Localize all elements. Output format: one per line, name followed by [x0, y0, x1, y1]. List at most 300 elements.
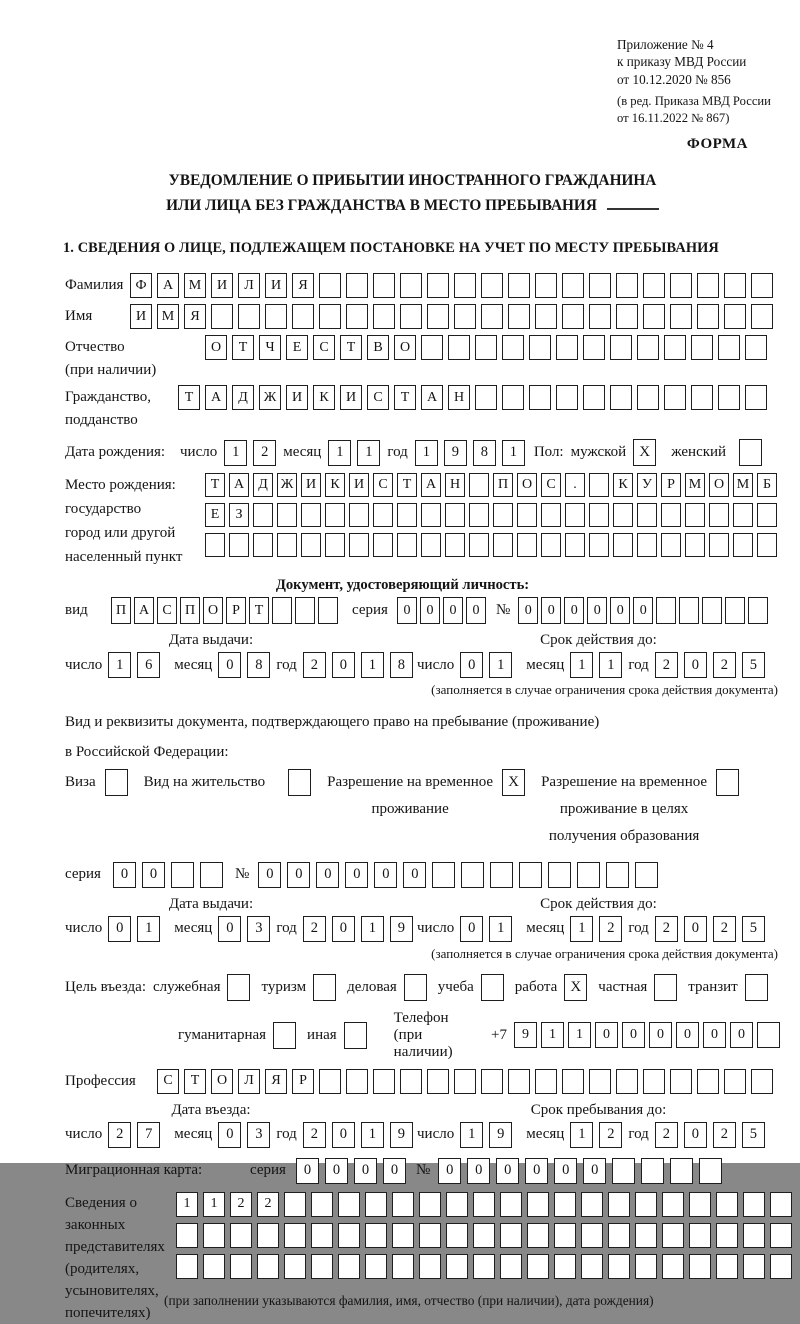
char-cell[interactable]	[529, 385, 551, 410]
char-cell[interactable]: Н	[448, 385, 470, 410]
char-cell[interactable]	[400, 1069, 422, 1094]
char-cell[interactable]: О	[205, 335, 227, 360]
char-cell[interactable]	[589, 273, 611, 298]
purpose-official-checkbox[interactable]	[227, 974, 250, 1001]
char-cell[interactable]	[670, 304, 692, 329]
char-cell[interactable]: 1	[599, 652, 622, 678]
char-cell[interactable]	[272, 597, 292, 624]
char-cell[interactable]	[338, 1192, 360, 1217]
char-cell[interactable]: Т	[232, 335, 254, 360]
char-cell[interactable]	[662, 1254, 684, 1279]
char-cell[interactable]: 1	[541, 1022, 564, 1048]
char-cell[interactable]	[445, 503, 465, 527]
char-cell[interactable]	[319, 304, 341, 329]
char-cell[interactable]	[349, 533, 369, 557]
char-cell[interactable]	[292, 304, 314, 329]
char-cell[interactable]: Р	[292, 1069, 314, 1094]
char-cell[interactable]: 2	[655, 652, 678, 678]
char-cell[interactable]	[373, 1069, 395, 1094]
char-cell[interactable]	[716, 1192, 738, 1217]
char-cell[interactable]: Я	[265, 1069, 287, 1094]
char-cell[interactable]: П	[180, 597, 200, 624]
char-cell[interactable]	[473, 1192, 495, 1217]
char-cell[interactable]	[743, 1223, 765, 1248]
char-cell[interactable]	[325, 503, 345, 527]
char-cell[interactable]	[432, 862, 455, 888]
purpose-business-checkbox[interactable]	[404, 974, 427, 1001]
char-cell[interactable]: 1	[361, 652, 384, 678]
char-cell[interactable]: 2	[713, 916, 736, 942]
char-cell[interactable]	[562, 273, 584, 298]
char-cell[interactable]: Я	[184, 304, 206, 329]
char-cell[interactable]: Д	[232, 385, 254, 410]
char-cell[interactable]: 2	[303, 1122, 326, 1148]
char-cell[interactable]	[253, 503, 273, 527]
char-cell[interactable]: 0	[287, 862, 310, 888]
char-cell[interactable]	[400, 273, 422, 298]
char-cell[interactable]	[685, 503, 705, 527]
char-cell[interactable]: К	[613, 473, 633, 497]
char-cell[interactable]	[445, 533, 465, 557]
char-cell[interactable]	[716, 1223, 738, 1248]
char-cell[interactable]	[608, 1223, 630, 1248]
char-cell[interactable]: 1	[328, 440, 351, 466]
purpose-other-checkbox[interactable]	[344, 1022, 367, 1049]
char-cell[interactable]	[454, 273, 476, 298]
char-cell[interactable]	[517, 533, 537, 557]
char-cell[interactable]	[757, 503, 777, 527]
char-cell[interactable]: С	[373, 473, 393, 497]
char-cell[interactable]: 2	[599, 1122, 622, 1148]
char-cell[interactable]	[583, 385, 605, 410]
char-cell[interactable]: 0	[374, 862, 397, 888]
char-cell[interactable]	[745, 335, 767, 360]
purpose-work-checkbox[interactable]: X	[564, 974, 587, 1001]
char-cell[interactable]	[733, 503, 753, 527]
char-cell[interactable]	[724, 304, 746, 329]
char-cell[interactable]	[400, 304, 422, 329]
char-cell[interactable]: 0	[443, 597, 463, 624]
char-cell[interactable]	[454, 1069, 476, 1094]
char-cell[interactable]: 2	[108, 1122, 131, 1148]
char-cell[interactable]	[608, 1254, 630, 1279]
char-cell[interactable]: Я	[292, 273, 314, 298]
char-cell[interactable]: К	[313, 385, 335, 410]
char-cell[interactable]	[748, 597, 768, 624]
char-cell[interactable]	[500, 1192, 522, 1217]
char-cell[interactable]	[475, 385, 497, 410]
char-cell[interactable]	[685, 533, 705, 557]
char-cell[interactable]: 6	[137, 652, 160, 678]
char-cell[interactable]: М	[157, 304, 179, 329]
char-cell[interactable]	[589, 1069, 611, 1094]
char-cell[interactable]: 0	[332, 652, 355, 678]
char-cell[interactable]	[421, 533, 441, 557]
char-cell[interactable]	[346, 304, 368, 329]
char-cell[interactable]: 9	[390, 1122, 413, 1148]
residence-permit-checkbox[interactable]	[288, 769, 311, 796]
char-cell[interactable]	[392, 1254, 414, 1279]
char-cell[interactable]	[661, 533, 681, 557]
char-cell[interactable]: С	[367, 385, 389, 410]
char-cell[interactable]	[670, 273, 692, 298]
char-cell[interactable]: В	[367, 335, 389, 360]
char-cell[interactable]: И	[340, 385, 362, 410]
char-cell[interactable]	[581, 1192, 603, 1217]
char-cell[interactable]	[519, 862, 542, 888]
char-cell[interactable]: 1	[224, 440, 247, 466]
char-cell[interactable]: Ч	[259, 335, 281, 360]
char-cell[interactable]: 0	[113, 862, 136, 888]
char-cell[interactable]	[535, 1069, 557, 1094]
char-cell[interactable]	[493, 533, 513, 557]
char-cell[interactable]	[565, 533, 585, 557]
temp-residence-edu-checkbox[interactable]	[716, 769, 739, 796]
char-cell[interactable]	[397, 533, 417, 557]
char-cell[interactable]	[725, 597, 745, 624]
char-cell[interactable]: 8	[473, 440, 496, 466]
sex-female-checkbox[interactable]	[739, 439, 762, 466]
char-cell[interactable]: 0	[403, 862, 426, 888]
char-cell[interactable]	[697, 1069, 719, 1094]
char-cell[interactable]: Е	[286, 335, 308, 360]
char-cell[interactable]	[583, 335, 605, 360]
char-cell[interactable]	[724, 273, 746, 298]
char-cell[interactable]: Н	[445, 473, 465, 497]
char-cell[interactable]: И	[265, 273, 287, 298]
char-cell[interactable]: 0	[325, 1158, 348, 1184]
char-cell[interactable]: 1	[361, 1122, 384, 1148]
char-cell[interactable]: 1	[203, 1192, 225, 1217]
char-cell[interactable]: 0	[460, 916, 483, 942]
char-cell[interactable]: Д	[253, 473, 273, 497]
char-cell[interactable]	[508, 273, 530, 298]
char-cell[interactable]: 9	[444, 440, 467, 466]
char-cell[interactable]: 0	[541, 597, 561, 624]
char-cell[interactable]: 0	[684, 916, 707, 942]
char-cell[interactable]	[548, 862, 571, 888]
char-cell[interactable]	[716, 1254, 738, 1279]
char-cell[interactable]	[577, 862, 600, 888]
char-cell[interactable]: 0	[587, 597, 607, 624]
char-cell[interactable]	[502, 385, 524, 410]
char-cell[interactable]: 1	[415, 440, 438, 466]
char-cell[interactable]	[554, 1192, 576, 1217]
char-cell[interactable]: 9	[514, 1022, 537, 1048]
char-cell[interactable]	[277, 503, 297, 527]
char-cell[interactable]	[527, 1192, 549, 1217]
char-cell[interactable]: А	[229, 473, 249, 497]
char-cell[interactable]	[613, 533, 633, 557]
char-cell[interactable]: 1	[570, 1122, 593, 1148]
char-cell[interactable]: Е	[205, 503, 225, 527]
char-cell[interactable]: 0	[354, 1158, 377, 1184]
char-cell[interactable]: Л	[238, 273, 260, 298]
char-cell[interactable]	[770, 1192, 792, 1217]
char-cell[interactable]: 1	[108, 652, 131, 678]
char-cell[interactable]	[325, 533, 345, 557]
char-cell[interactable]	[473, 1223, 495, 1248]
char-cell[interactable]	[349, 503, 369, 527]
char-cell[interactable]	[238, 304, 260, 329]
char-cell[interactable]	[365, 1254, 387, 1279]
char-cell[interactable]: 0	[438, 1158, 461, 1184]
char-cell[interactable]	[265, 304, 287, 329]
char-cell[interactable]	[469, 503, 489, 527]
char-cell[interactable]: З	[229, 503, 249, 527]
char-cell[interactable]	[635, 862, 658, 888]
char-cell[interactable]: Б	[757, 473, 777, 497]
char-cell[interactable]	[469, 473, 489, 497]
char-cell[interactable]: 2	[303, 916, 326, 942]
char-cell[interactable]	[171, 862, 194, 888]
char-cell[interactable]	[751, 273, 773, 298]
char-cell[interactable]: 0	[622, 1022, 645, 1048]
char-cell[interactable]: И	[349, 473, 369, 497]
char-cell[interactable]: 0	[420, 597, 440, 624]
char-cell[interactable]	[421, 335, 443, 360]
char-cell[interactable]	[541, 503, 561, 527]
char-cell[interactable]: Ф	[130, 273, 152, 298]
char-cell[interactable]	[397, 503, 417, 527]
temp-residence-checkbox[interactable]: X	[502, 769, 525, 796]
char-cell[interactable]: О	[394, 335, 416, 360]
char-cell[interactable]: 0	[218, 652, 241, 678]
char-cell[interactable]: 0	[383, 1158, 406, 1184]
char-cell[interactable]: 1	[489, 652, 512, 678]
char-cell[interactable]	[500, 1254, 522, 1279]
char-cell[interactable]	[616, 304, 638, 329]
char-cell[interactable]: 9	[390, 916, 413, 942]
char-cell[interactable]	[556, 335, 578, 360]
char-cell[interactable]	[662, 1223, 684, 1248]
char-cell[interactable]: С	[541, 473, 561, 497]
char-cell[interactable]: 0	[518, 597, 538, 624]
char-cell[interactable]: 0	[108, 916, 131, 942]
char-cell[interactable]	[427, 304, 449, 329]
char-cell[interactable]	[689, 1192, 711, 1217]
char-cell[interactable]: 5	[742, 652, 765, 678]
char-cell[interactable]: 0	[595, 1022, 618, 1048]
purpose-private-checkbox[interactable]	[654, 974, 677, 1001]
char-cell[interactable]	[284, 1254, 306, 1279]
char-cell[interactable]	[373, 503, 393, 527]
char-cell[interactable]: О	[203, 597, 223, 624]
char-cell[interactable]: 7	[137, 1122, 160, 1148]
char-cell[interactable]	[493, 503, 513, 527]
char-cell[interactable]	[446, 1254, 468, 1279]
char-cell[interactable]: Р	[226, 597, 246, 624]
char-cell[interactable]: И	[211, 273, 233, 298]
char-cell[interactable]	[229, 533, 249, 557]
char-cell[interactable]: М	[733, 473, 753, 497]
char-cell[interactable]	[757, 533, 777, 557]
char-cell[interactable]	[697, 273, 719, 298]
char-cell[interactable]	[637, 503, 657, 527]
char-cell[interactable]	[301, 503, 321, 527]
char-cell[interactable]	[295, 597, 315, 624]
char-cell[interactable]	[535, 273, 557, 298]
char-cell[interactable]	[529, 335, 551, 360]
char-cell[interactable]	[205, 533, 225, 557]
char-cell[interactable]: 1	[502, 440, 525, 466]
char-cell[interactable]: 0	[676, 1022, 699, 1048]
char-cell[interactable]: 0	[296, 1158, 319, 1184]
char-cell[interactable]	[203, 1223, 225, 1248]
char-cell[interactable]	[508, 304, 530, 329]
char-cell[interactable]: К	[325, 473, 345, 497]
char-cell[interactable]: А	[205, 385, 227, 410]
char-cell[interactable]	[610, 335, 632, 360]
char-cell[interactable]: 2	[713, 652, 736, 678]
char-cell[interactable]: М	[184, 273, 206, 298]
char-cell[interactable]	[724, 1069, 746, 1094]
char-cell[interactable]	[475, 335, 497, 360]
char-cell[interactable]	[392, 1192, 414, 1217]
char-cell[interactable]	[176, 1254, 198, 1279]
char-cell[interactable]: 2	[253, 440, 276, 466]
char-cell[interactable]	[565, 503, 585, 527]
char-cell[interactable]: 0	[633, 597, 653, 624]
char-cell[interactable]: 0	[525, 1158, 548, 1184]
char-cell[interactable]	[635, 1223, 657, 1248]
char-cell[interactable]	[176, 1223, 198, 1248]
char-cell[interactable]	[448, 335, 470, 360]
char-cell[interactable]	[616, 273, 638, 298]
char-cell[interactable]	[656, 597, 676, 624]
char-cell[interactable]	[535, 304, 557, 329]
char-cell[interactable]	[481, 273, 503, 298]
char-cell[interactable]	[643, 304, 665, 329]
char-cell[interactable]	[670, 1158, 693, 1184]
char-cell[interactable]	[200, 862, 223, 888]
char-cell[interactable]	[637, 385, 659, 410]
char-cell[interactable]: 0	[467, 1158, 490, 1184]
char-cell[interactable]	[277, 533, 297, 557]
char-cell[interactable]	[718, 335, 740, 360]
char-cell[interactable]	[373, 273, 395, 298]
char-cell[interactable]: А	[421, 473, 441, 497]
char-cell[interactable]: 1	[357, 440, 380, 466]
char-cell[interactable]	[454, 304, 476, 329]
char-cell[interactable]	[699, 1158, 722, 1184]
char-cell[interactable]	[770, 1254, 792, 1279]
char-cell[interactable]	[527, 1223, 549, 1248]
char-cell[interactable]: 1	[568, 1022, 591, 1048]
char-cell[interactable]: 0	[332, 916, 355, 942]
char-cell[interactable]	[338, 1223, 360, 1248]
char-cell[interactable]	[661, 503, 681, 527]
char-cell[interactable]: 0	[496, 1158, 519, 1184]
char-cell[interactable]: И	[130, 304, 152, 329]
char-cell[interactable]: 0	[554, 1158, 577, 1184]
char-cell[interactable]: 0	[730, 1022, 753, 1048]
char-cell[interactable]: П	[111, 597, 131, 624]
char-cell[interactable]: Л	[238, 1069, 260, 1094]
char-cell[interactable]	[230, 1254, 252, 1279]
char-cell[interactable]	[643, 273, 665, 298]
char-cell[interactable]	[338, 1254, 360, 1279]
purpose-study-checkbox[interactable]	[481, 974, 504, 1001]
char-cell[interactable]	[751, 304, 773, 329]
char-cell[interactable]: А	[421, 385, 443, 410]
char-cell[interactable]: 1	[570, 916, 593, 942]
char-cell[interactable]	[612, 1158, 635, 1184]
char-cell[interactable]: 0	[345, 862, 368, 888]
char-cell[interactable]	[637, 533, 657, 557]
char-cell[interactable]	[319, 1069, 341, 1094]
char-cell[interactable]	[581, 1223, 603, 1248]
char-cell[interactable]	[301, 533, 321, 557]
char-cell[interactable]: 0	[684, 1122, 707, 1148]
char-cell[interactable]	[311, 1192, 333, 1217]
char-cell[interactable]	[745, 385, 767, 410]
char-cell[interactable]	[421, 503, 441, 527]
char-cell[interactable]	[635, 1254, 657, 1279]
char-cell[interactable]	[556, 385, 578, 410]
char-cell[interactable]	[606, 862, 629, 888]
char-cell[interactable]	[473, 1254, 495, 1279]
char-cell[interactable]: Т	[205, 473, 225, 497]
char-cell[interactable]	[679, 597, 699, 624]
char-cell[interactable]	[500, 1223, 522, 1248]
char-cell[interactable]: 0	[583, 1158, 606, 1184]
char-cell[interactable]	[757, 1022, 780, 1048]
char-cell[interactable]: 5	[742, 916, 765, 942]
char-cell[interactable]: 0	[316, 862, 339, 888]
char-cell[interactable]	[319, 273, 341, 298]
char-cell[interactable]: 0	[258, 862, 281, 888]
char-cell[interactable]	[508, 1069, 530, 1094]
char-cell[interactable]	[427, 1069, 449, 1094]
char-cell[interactable]	[541, 533, 561, 557]
char-cell[interactable]	[616, 1069, 638, 1094]
char-cell[interactable]	[490, 862, 513, 888]
char-cell[interactable]: 2	[599, 916, 622, 942]
purpose-tourism-checkbox[interactable]	[313, 974, 336, 1001]
char-cell[interactable]: О	[709, 473, 729, 497]
char-cell[interactable]	[502, 335, 524, 360]
char-cell[interactable]: 5	[742, 1122, 765, 1148]
char-cell[interactable]: 8	[390, 652, 413, 678]
char-cell[interactable]	[751, 1069, 773, 1094]
char-cell[interactable]: С	[157, 597, 177, 624]
char-cell[interactable]: 0	[649, 1022, 672, 1048]
char-cell[interactable]: С	[157, 1069, 179, 1094]
char-cell[interactable]	[427, 273, 449, 298]
char-cell[interactable]	[581, 1254, 603, 1279]
char-cell[interactable]	[253, 533, 273, 557]
char-cell[interactable]	[527, 1254, 549, 1279]
char-cell[interactable]: С	[313, 335, 335, 360]
char-cell[interactable]: О	[517, 473, 537, 497]
char-cell[interactable]	[589, 304, 611, 329]
char-cell[interactable]: 0	[703, 1022, 726, 1048]
char-cell[interactable]: Т	[394, 385, 416, 410]
char-cell[interactable]	[469, 533, 489, 557]
char-cell[interactable]: Т	[178, 385, 200, 410]
char-cell[interactable]	[709, 503, 729, 527]
char-cell[interactable]	[689, 1254, 711, 1279]
char-cell[interactable]: И	[301, 473, 321, 497]
char-cell[interactable]: 2	[230, 1192, 252, 1217]
char-cell[interactable]: А	[157, 273, 179, 298]
char-cell[interactable]: 1	[570, 652, 593, 678]
char-cell[interactable]	[697, 304, 719, 329]
char-cell[interactable]	[203, 1254, 225, 1279]
char-cell[interactable]: 0	[218, 916, 241, 942]
char-cell[interactable]: Ж	[259, 385, 281, 410]
